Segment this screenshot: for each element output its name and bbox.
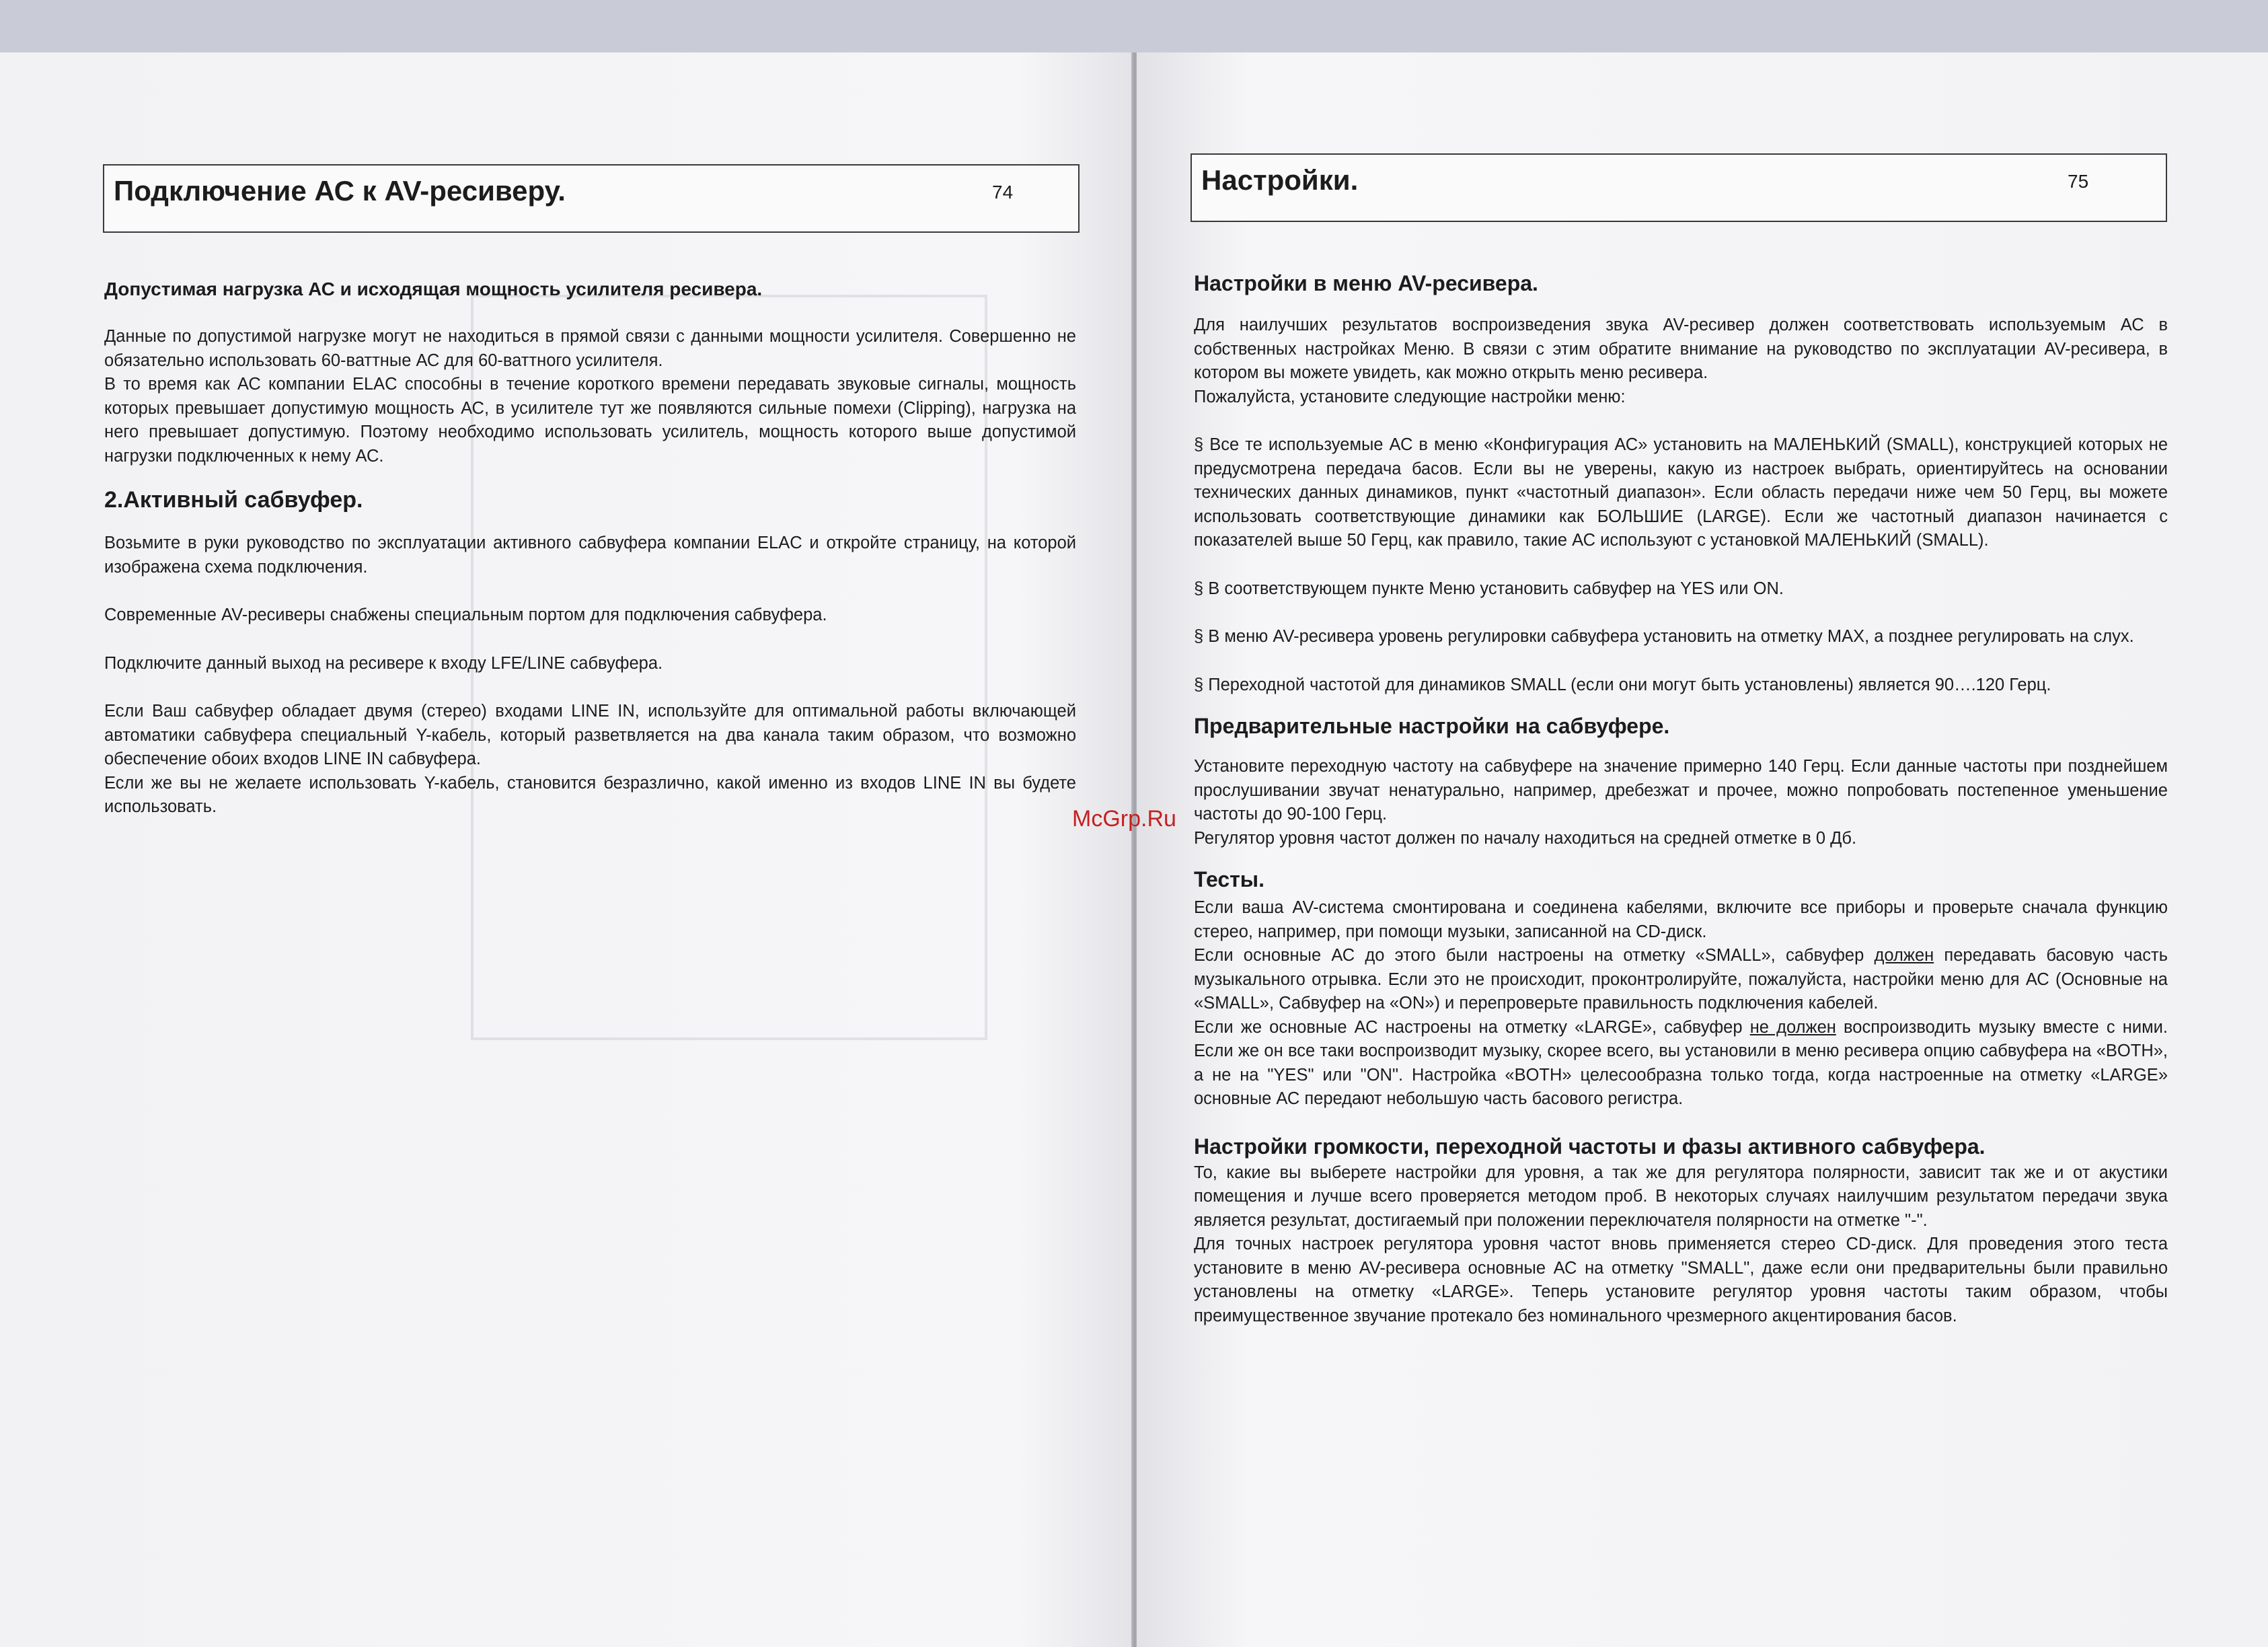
paragraph: Регулятор уровня частот должен по началу находиться на средней отметке в 0 Дб. [1194, 828, 1857, 848]
watermark-text: McGrp.Ru [1072, 806, 1176, 832]
text-run: воспроизводить музыку вместе с ними. Если же он все таки воспроизводит музыку, скорее всего, вы установили в меню ресивера опцию сабвуфера на «BOTH», а не на "YES" или "ON". Настройка «BOTH» целесообразна только тогда, когда настроенные на отметку «LARGE» основные АС передают небольшую часть басового регистра. [1194, 1017, 2168, 1108]
paragraph: Современные AV-ресиверы снабжены специальным портом для подключения сабвуфера. [104, 606, 827, 624]
section-heading: Допустимая нагрузка АС и исходящая мощность усилителя ресивера. [104, 279, 763, 299]
right-page [1137, 52, 2268, 1647]
left-page-header [103, 164, 1080, 233]
page-number: 75 [2068, 171, 2089, 192]
paragraph [1194, 944, 2168, 1016]
right-page-content [1194, 266, 2168, 1328]
underlined-text: должен [1874, 946, 1934, 965]
paragraph: Данные по допустимой нагрузке могут не находиться в прямой связи с данными мощности усилителя. Совершенно не обязательно использовать 60-ваттные АС для 60-ваттного усилителя. [104, 327, 1076, 370]
section-heading: Настройки в меню AV-ресивера. [1194, 271, 1538, 295]
paragraph: Если же вы не желаете использовать Y-кабель, становится безразлично, какой именно из входов LINE IN вы будете использовать. [104, 773, 1076, 816]
left-page [0, 52, 1131, 1647]
left-page-content [104, 276, 1076, 819]
right-page-header [1190, 153, 2167, 222]
bullet-item: § В соответствующем пункте Меню установить сабвуфер на YES или ON. [1194, 579, 1784, 598]
section-heading: Предварительные настройки на сабвуфере. [1194, 714, 1670, 738]
page-title: Настройки. [1201, 164, 1359, 196]
paragraph: То, какие вы выберете настройки для уровня, а так же для регулятора полярности, зависит так же и от акустики помещения и лучше всего проверяется методом проб. В некоторых случаях наилучшим результатом передачи звука является результат, достигаемый при положении переключателя полярности на отметке "-". [1194, 1163, 2168, 1230]
bullet-item: § Переходной частотой для динамиков SMALL (если они могут быть установлены) является 90….120 Герц. [1194, 675, 2051, 694]
paragraph: В то время как АС компании ELAC способны в течение короткого времени передавать звуковые сигналы, мощность которых превышает допустимую мощность АС, в усилителе тут же появляются сильные помехи (Clipping), нагрузка на него превышает допустимую. Поэтому необходимо использовать усилитель, мощность которого выше допустимой нагрузки подключенных к нему АС. [104, 375, 1076, 466]
page-title: Подключение АС к AV-ресиверу. [114, 175, 566, 207]
paragraph [1194, 1016, 2168, 1111]
paragraph: Подключите данный выход на ресивере к входу LFE/LINE сабвуфера. [104, 653, 663, 673]
paragraph: Возьмите в руки руководство по эксплуатации активного сабвуфера компании ELAC и откройте страницу, на которой изображена схема подключения. [104, 534, 1076, 577]
paragraph: Если ваша AV-система смонтирована и соединена кабелями, включите все приборы и проверьте сначала функцию стерео, например, при помощи музыки, записанной на CD-диск. [1194, 898, 2168, 941]
paragraph: Если Ваш сабвуфер обладает двумя (стерео) входами LINE IN, используйте для оптимальной работы включающей автоматики сабвуфера специальный Y-кабель, который разветвляется на два канала таким образом, что возможно обеспечение обоих входов LINE IN сабвуфера. [104, 702, 1076, 768]
page-number: 74 [992, 182, 1014, 203]
text-run: Если основные АС до этого были настроены на отметку «SMALL», сабвуфер [1194, 946, 1875, 965]
paragraph: Для точных настроек регулятора уровня частот вновь применяется стерео CD-диск. Для проведения этого теста установите в меню AV-ресивера основные АС на отметку "SMALL", даже если они предварительны были правильно установлены на отметку «LARGE». Теперь установите регулятор уровня частоты таким образом, чтобы преимущественное звучание протекало без номинального чрезмерного акцентирования басов. [1194, 1235, 2168, 1325]
text-run: передавать басовую часть музыкального отрывка. Если это не происходит, проконтролируйте, пожалуйста, настройки меню для АС (Основные на «SMALL», Сабвуфер на «ON») и перепроверьте правильность подключения кабелей. [1194, 946, 2168, 1013]
bullet-item: § В меню AV-ресивера уровень регулировки сабвуфера установить на отметку MAX, а позднее регулировать на слух. [1194, 627, 2134, 646]
underlined-text: не должен [1749, 1017, 1836, 1037]
text-run: Если же основные АС настроены на отметку «LARGE», сабвуфер [1194, 1017, 1750, 1037]
section-heading: Тесты. [1194, 867, 1265, 891]
bullet-item: § Все те используемые АС в меню «Конфигурация АС» установить на МАЛЕНЬКИЙ (SMALL), конструкцией которых не предусмотрена передача басов. Если вы не уверены, какую из настроек выбрать, ориентируйтесь на основании технических данных динамиков, пункт «частотный диапазон». Если область передачи ниже чем 50 Герц, вы можете использовать соответствующие динамики как БОЛЬШИЕ (LARGE). Если же частотный диапазон начинается с показателей выше 50 Герц, как правило, такие АС используют с установкой МАЛЕНЬКИЙ (SMALL). [1194, 435, 2168, 550]
section-heading: 2.Активный сабвуфер. [104, 487, 363, 513]
section-heading: Настройки громкости, переходной частоты и фазы активного сабвуфера. [1194, 1134, 1986, 1159]
paragraph: Для наилучших результатов воспроизведения звука AV-ресивер должен соответствовать используемым АС в собственных настройках Меню. В связи с этим обратите внимание на руководство по эксплуатации AV-ресивера, в котором вы можете увидеть, как можно открыть меню ресивера. [1194, 316, 2168, 382]
paragraph: Установите переходную частоту на сабвуфере на значение примерно 140 Герц. Если данные частоты при позднейшем прослушивании звучат ненатурально, например, дребезжат и прочее, можно попробовать постепенное уменьшение частоты до 90-100 Герц. [1194, 757, 2168, 824]
paragraph: Пожалуйста, установите следующие настройки меню: [1194, 387, 1626, 406]
